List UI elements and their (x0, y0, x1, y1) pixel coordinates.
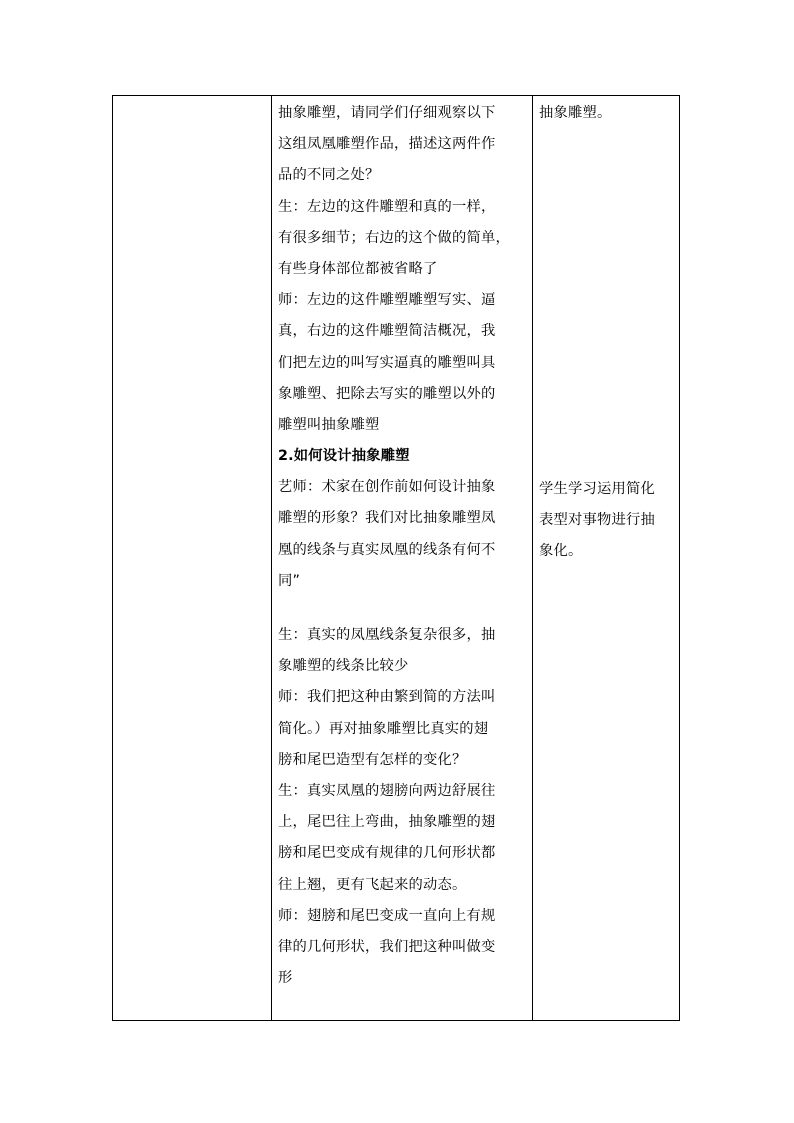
text-line: 上，尾巴往上弯曲，抽象雕塑的翅 (278, 814, 496, 831)
text-line: 象雕塑、把除去写实的雕塑以外的 (278, 385, 496, 402)
intent-cell-top (539, 98, 679, 129)
text-line: 生：真实凤凰的翅膀向两边舒展往 (278, 782, 496, 799)
text-line: 象化。 (539, 543, 583, 560)
text-line: 雕塑叫抽象雕塑 (278, 416, 380, 433)
text-line: 膀和尾巴变成有规律的几何形状都 (278, 845, 496, 862)
blank-line (278, 597, 528, 620)
text-line: 抽象雕塑，请同学们仔细观察以下 (278, 105, 496, 121)
text-line: 简化。）再对抽象雕塑比真实的翅 (278, 720, 489, 737)
text-line: 表型对事物进行抽 (539, 512, 655, 529)
text-line: 真，右边的这件雕塑简洁概况，我 (278, 323, 496, 340)
text-line: 凰的线条与真实凤凰的线条有何不 (278, 541, 496, 558)
text-line: 师：翅膀和尾巴变成一直向上有规 (278, 907, 496, 924)
text-line: 师：我们把这种由繁到简的方法叫 (278, 689, 496, 706)
text-line: 同” (278, 572, 301, 589)
text-line: 生：左边的这件雕塑和真的一样， (278, 198, 496, 215)
lesson-table (112, 95, 680, 1021)
text-line: 有很多细节；右边的这个做的简单， (278, 229, 510, 246)
section-heading: 2.如何设计抽象雕塑 (278, 448, 410, 465)
text-line: 有些身体部位都被省略了 (278, 260, 438, 277)
column-divider-2 (532, 96, 533, 1020)
text-line: 品的不同之处？ (278, 167, 380, 184)
intent-cell-middle (539, 474, 679, 568)
text-line: 膀和尾巴造型有怎样的变化？ (278, 751, 467, 768)
text-line: 艺师：术家在创作前如何设计抽象 (278, 479, 496, 496)
text-line: 往上翘，更有飞起来的动态。 (278, 876, 467, 893)
text-line: 形 (278, 970, 293, 987)
text-line: 学生学习运用简化 (539, 481, 655, 497)
text-line: 抽象雕塑。 (539, 105, 612, 121)
text-line: 师：左边的这件雕塑雕塑写实、逼 (278, 292, 496, 309)
text-line: 律的几何形状，我们把这种叫做变 (278, 938, 496, 955)
text-line: 生：真实的凤凰线条复杂很多，抽 (278, 627, 496, 643)
text-line: 象雕塑的线条比较少 (278, 658, 409, 675)
text-line: 们把左边的叫写实逼真的雕塑叫具 (278, 354, 496, 371)
column-divider-1 (271, 96, 272, 1020)
text-line: 这组凤凰雕塑作品，描述这两件作 (278, 136, 496, 153)
text-line: 雕塑的形象？我们对比抽象雕塑凤 (278, 510, 496, 527)
teaching-process-cell (278, 98, 528, 994)
